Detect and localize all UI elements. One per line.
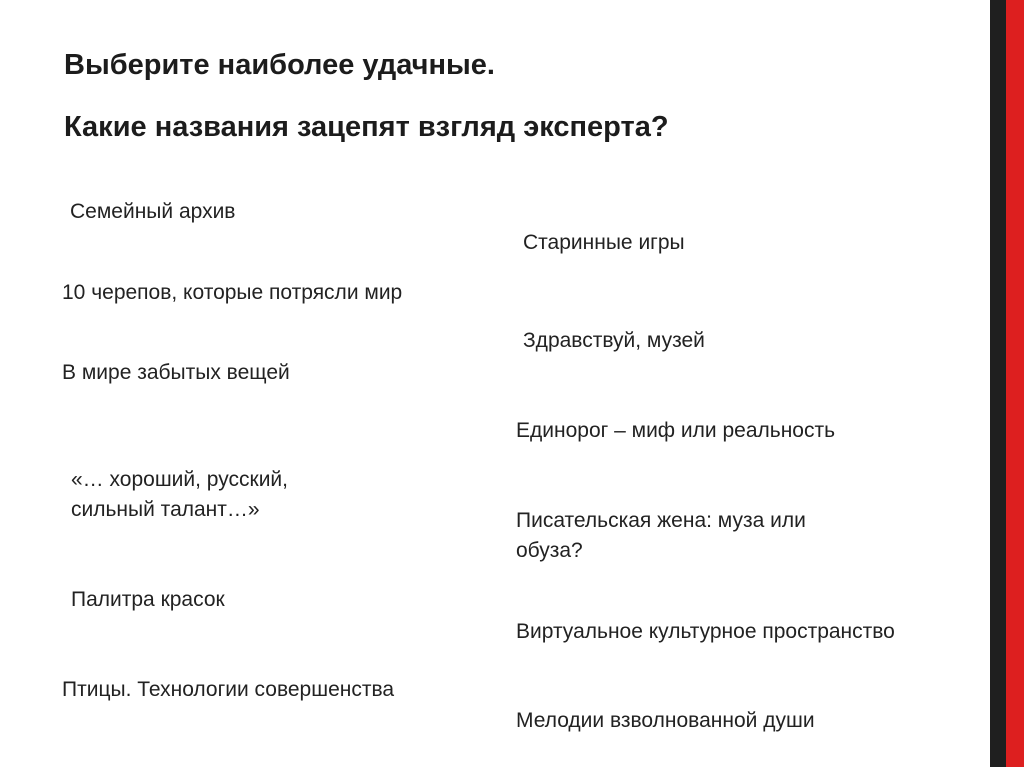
title-option-melodies: Мелодии взволнованной души xyxy=(516,709,815,732)
title-option-virtual-space: Виртуальное культурное пространство xyxy=(516,620,895,643)
title-option-hello-museum: Здравствуй, музей xyxy=(523,329,705,352)
slide-heading-primary: Выберите наиболее удачные. xyxy=(64,49,495,81)
slide-heading-question: Какие названия зацепят взгляд эксперта? xyxy=(64,111,669,143)
title-option-talent-quote: «… хороший, русский, сильный талант…» xyxy=(71,468,288,521)
slide-edge-red-stripe xyxy=(1006,0,1024,767)
title-option-unicorn: Единорог – миф или реальность xyxy=(516,419,836,442)
title-option-old-games: Старинные игры xyxy=(523,231,685,254)
title-option-ten-skulls: 10 черепов, которые потрясли мир xyxy=(62,281,403,304)
title-option-forgotten-things: В мире забытых вещей xyxy=(62,361,290,384)
title-option-color-palette: Палитра красок xyxy=(71,588,225,611)
title-option-family-archive: Семейный архив xyxy=(70,200,236,223)
slide-edge-dark-stripe xyxy=(990,0,1006,767)
title-option-writer-wife: Писательская жена: муза или обуза? xyxy=(516,509,806,562)
title-option-birds-technology: Птицы. Технологии совершенства xyxy=(62,678,395,701)
